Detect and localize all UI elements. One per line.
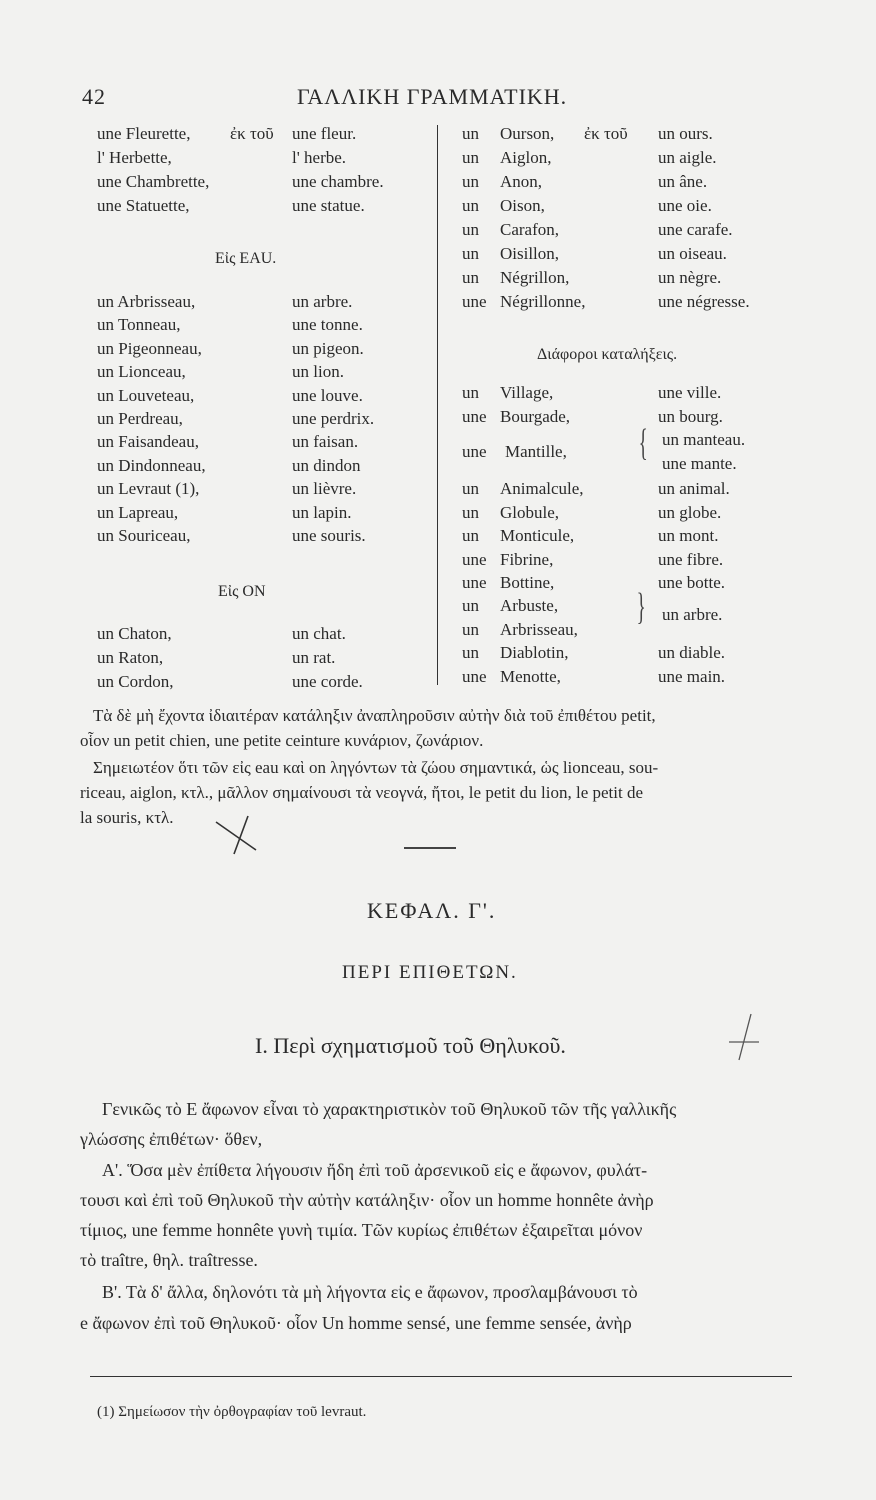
left-row: une Statuette, une statue. [97,196,365,215]
cell: un lion. [292,362,344,382]
cell: une [462,667,487,686]
handwritten-cross-mark [212,810,262,860]
cell: un mont. [658,526,719,545]
cell: une négresse. [658,292,750,311]
list-row [0,290,876,313]
cell: un Levraut (1), [97,479,200,499]
cell: une louve. [292,385,363,405]
cell: un Faisandeau, [97,432,199,452]
cell: Négrillon, [500,268,570,287]
running-title: ΓΑΛΛΙΚΗ ΓΡΑΜΜΑΤΙΚΗ. [297,84,568,109]
cell: ἐκ τοῦ [584,124,628,143]
footnote-rule [90,1376,792,1377]
left-row: l' Herbette, l' herbe. [97,148,347,167]
cell: une botte. [658,573,726,592]
cell: un Dindonneau, [97,455,206,475]
list-row [0,524,876,547]
cell: un Chaton, [97,624,172,643]
brace-mantille: { [638,422,648,464]
body-line-2: γλώσσης ἐπιθέτων· ὅθεν, [80,1129,263,1149]
cell: Aiglon, [500,148,552,167]
cell: une ville. [658,383,722,402]
cell: un [462,502,479,522]
list-row [0,381,876,404]
cell: un âne. [658,172,708,191]
cell: un Cordon, [97,672,174,691]
cell: un [462,172,479,191]
note-line-1: Τὰ δὲ μὴ ἔχοντα ἰδιαιτέραν κατάληξιν ἀναπληροῦσιν αὐτὴν διὰ τοῦ ἐπιθέτου petit, [93,706,656,725]
list-row [0,641,876,664]
chapter-subtitle: ΠΕΡΙ ΕΠΙΘΕΤΩΝ. [342,962,518,983]
cell: un oiseau. [658,244,727,263]
left-row: une Fleurette, ἐκ τοῦ une fleur. [97,124,357,143]
section-heading-eau: Εἰς EAU. [215,250,277,267]
cell: une tonne. [292,315,363,335]
right-row-manteau: un manteau. [662,430,746,449]
cell: un Arbrisseau, [97,292,196,311]
cell: un arbre. [292,292,353,311]
list-row [0,360,876,383]
cell: Animalcule, [500,479,584,498]
list-row [0,170,876,193]
cell: un [462,268,479,287]
cell: un [462,526,479,545]
cell: Globule, [500,502,560,522]
cell: un Perdreau, [97,409,183,428]
brace-arbuste: } [636,586,646,628]
cell: Village, [500,383,554,402]
right-row-mantille: une Mantille, [462,442,567,461]
body-line-1: Γενικῶς τὸ E ἄφωνον εἶναι τὸ χαρακτηριστικὸν τοῦ Θηλυκοῦ τῶν τῆς γαλλικῆς [102,1099,677,1119]
list-row [0,194,876,217]
right-row-arbrisseau: un Arbrisseau, [462,620,578,639]
cell: Bottine, [500,573,555,592]
cell: une carafe. [658,220,733,239]
body-line-3: Α'. Ὅσα μὲν ἐπίθετα λήγουσιν ἤδη ἐπὶ τοῦ ἀρσενικοῦ εἰς e ἄφωνον, φυλάτ- [102,1160,648,1180]
section-title: Ι. Περὶ σχηματισμοῦ τοῦ Θηλυκοῦ. [255,1033,566,1058]
cell: un Tonneau, [97,315,181,335]
list-row [0,122,876,145]
list-row [0,548,876,571]
page-number: 42 [82,84,106,109]
list-row [0,501,876,524]
cell: une fibre. [658,549,724,569]
cell: un ours. [658,124,713,143]
note-line-4: riceau, aiglon, κτλ., μᾶλλον σημαίνουσι τὰ νεογνά, ἤτοι, le petit du lion, le petit de [80,783,644,802]
cell: un [462,643,479,662]
cell: Négrillonne, [500,292,586,311]
right-row-arbre: un arbre. [662,605,723,624]
cell: une [462,292,487,311]
cell: un [462,124,479,143]
cell: un [462,220,479,239]
cell: un lièvre. [292,479,357,499]
cell: un Raton, [97,648,164,667]
cell: Ourson, [500,124,555,143]
cell: un Souriceau, [97,526,191,545]
cell: un Louveteau, [97,385,195,405]
left-row: une Chambrette, une chambre. [97,172,384,191]
cell: Anon, [500,172,543,191]
handwritten-margin-mark [725,1012,765,1064]
cell: Diablotin, [500,643,569,662]
cell: une perdrix. [292,409,375,428]
cell: Oison, [500,196,545,215]
list-row [0,405,876,428]
cell: un chat. [292,624,346,643]
cell: Bourgade, [500,407,571,426]
cell: un [462,148,479,167]
list-row [0,218,876,241]
cell: un globe. [658,502,722,522]
cell: un faisan. [292,432,359,452]
separator-rule [404,847,456,849]
note-line-5: la souris, κτλ. [80,808,174,827]
cell: une souris. [292,526,366,545]
list-row [0,313,876,336]
right-row-mante: une mante. [662,454,737,473]
cell: un nègre. [658,268,722,287]
body-line-4: τουσι καὶ ἐπὶ τοῦ Θηλυκοῦ τὴν αὐτὴν κατάληξιν· οἷον un homme honnête ἀνὴρ [80,1190,654,1210]
cell: un [462,244,479,263]
list-row [0,242,876,265]
cell: un Lapreau, [97,502,179,522]
footnote: (1) Σημείωσον τὴν ὀρθογραφίαν τοῦ levraut. [97,1404,367,1420]
chapter-title: ΚΕΦΑΛ. Γ'. [367,898,497,923]
cell: un diable. [658,643,726,662]
list-row [0,266,876,289]
cell: un [462,196,479,215]
list-row [0,665,876,688]
cell: un bourg. [658,407,723,426]
cell: un rat. [292,648,336,667]
list-row [0,337,876,360]
cell: une [462,407,487,426]
cell: une main. [658,667,726,686]
list-row [0,477,876,500]
cell: une [462,549,487,569]
cell: un pigeon. [292,338,364,358]
note-line-2: οἷον un petit chien, une petite ceinture κυνάριον, ζωνάριον. [80,731,484,750]
body-line-6: τὸ traître, θηλ. traîtresse. [80,1250,258,1270]
cell: un Pigeonneau, [97,338,202,358]
cell: Carafon, [500,220,560,239]
cell: Oisillon, [500,244,560,263]
cell: un [462,479,479,498]
cell: Monticule, [500,526,575,545]
cell: un dindon [292,455,361,475]
body-line-8: e ἄφωνον ἐπὶ τοῦ Θηλυκοῦ· οἷον Un homme sensé, une femme sensée, ἀνὴρ [80,1313,632,1333]
cell: une oie. [658,196,712,215]
cell: un aigle. [658,148,717,167]
cell: Menotte, [500,667,561,686]
right-row-arbuste: un Arbuste, [462,596,559,615]
cell: un Lionceau, [97,362,186,382]
cell: un lapin. [292,502,352,522]
section-heading-on: Εἰς ON [218,583,266,600]
section-heading-various: Διάφοροι καταλήξεις. [537,346,678,363]
note-line-3: Σημειωτέον ὅτι τῶν εἰς eau καὶ on ληγόντων τὰ ζώου σημαντικά, ὡς lionceau, sou- [93,758,659,777]
cell: une [462,573,487,592]
list-row [0,571,876,594]
list-row [0,146,876,169]
body-line-7: Β'. Τὰ δ' ἄλλα, δηλονότι τὰ μὴ λήγοντα εἰς e ἄφωνον, προσλαμβάνουσι τὸ [102,1282,638,1302]
body-line-5: τίμιος, une femme honnête γυνὴ τιμία. Τῶν κυρίως ἐπιθέτων ἐξαιρεῖται μόνον [80,1220,643,1240]
cell: une corde. [292,672,363,691]
cell: un [462,383,479,402]
cell: un animal. [658,479,730,498]
cell: Fibrine, [500,549,554,569]
